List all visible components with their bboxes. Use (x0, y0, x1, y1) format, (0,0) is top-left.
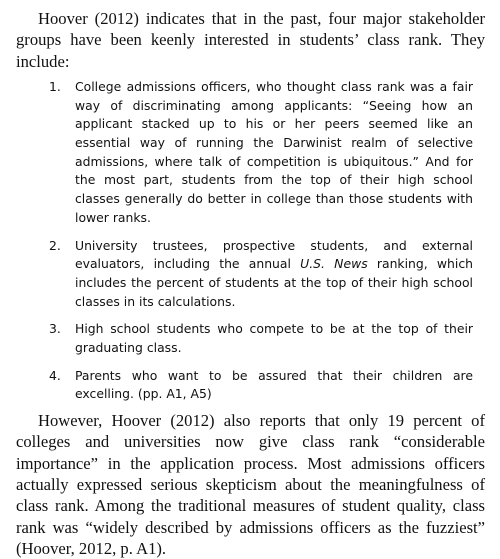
list-item-number: 4. (49, 367, 61, 383)
list-item-text-end: ranking, which includes the percent of students at the top of their high school classes in its calculations. (75, 256, 473, 309)
list-item-text (75, 237, 473, 312)
list-item-text: Parents who want to be assured that their children are excelling. (pp. A1, A5) (75, 367, 473, 402)
list-item (16, 367, 485, 404)
list-item (16, 78, 485, 228)
list-item-text-start: University trustees, prospective students, and external evaluators, including the annual (75, 237, 473, 272)
publication-title: U.S. News (300, 256, 368, 272)
list-item-number: 2. (49, 237, 61, 253)
intro-paragraph: Hoover (2012) indicates that in the past, four major stakeholder groups have been keenly interested in students’ class rank. They include: (16, 9, 485, 71)
list-item (16, 320, 485, 357)
conclusion-paragraph: However, Hoover (2012) also reports that only 19 percent of colleges and universities now give class rank “considerable importance” in the application process. Most admissions officers actually expressed serious skepticism about the meaningfulness of class rank. Among the traditional measures of student quality, class rank was “widely described by admissions officers as the fuzziest” (Hoover, 2012, p. A1). (16, 411, 485, 558)
list-item (16, 237, 485, 312)
stakeholder-list (16, 78, 485, 404)
list-item-number: 1. (49, 78, 61, 94)
list-item-number: 3. (49, 321, 61, 337)
list-item-text: High school students who compete to be at the top of their graduating class. (75, 321, 473, 356)
list-item-text: College admissions officers, who thought class rank was a fair way of discriminating among applicants: “Seeing how an applicant stacked up to his or her peers seemed like an essential way of running the Darwinist realm of selective admissions, where talk of competition is ubiquitous.” And for the most part, students from the top of their high school classes generally do better in college than those students with lower ranks. (75, 78, 473, 225)
